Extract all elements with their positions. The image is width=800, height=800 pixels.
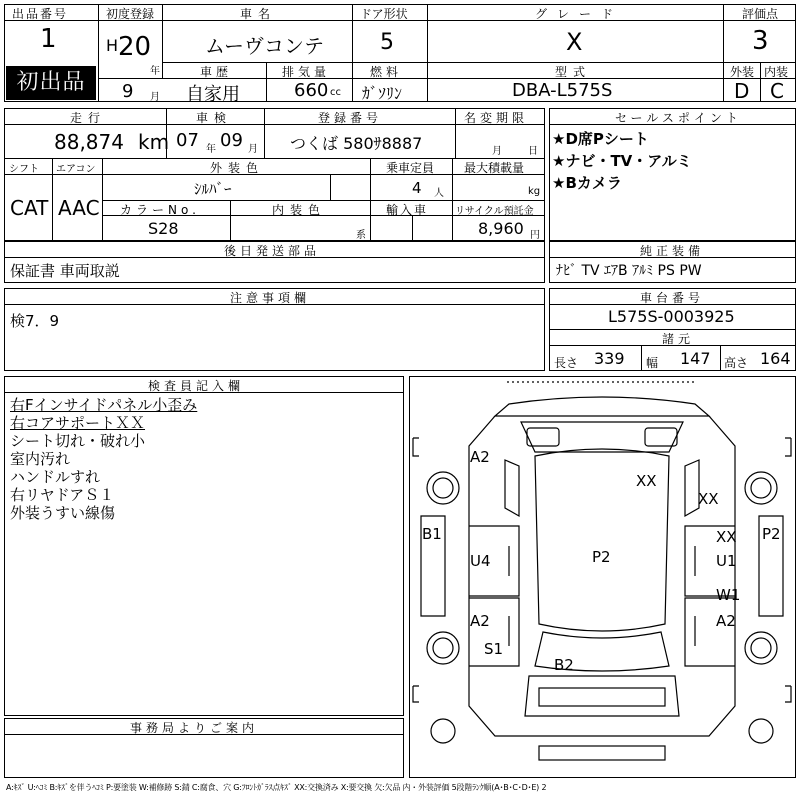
later-parts-value: 保証書 車両取説 [10,262,120,280]
grade-label: グレード [535,7,624,21]
code-xx-front-right: XX [698,490,719,508]
inspector-line-1: 右Fインサイドパネル小歪み [10,396,198,414]
inspector-line-2: 右コアサポートＸＸ [10,414,146,432]
lot-label: 出品番号 [12,7,69,21]
first-listing-badge: 初出品 [6,66,96,100]
code-b1: B1 [422,525,442,543]
month-unit: 月 [150,92,160,103]
era: H [106,36,119,55]
model: DBA-L575S [512,80,613,101]
import-label: 輸入車 [386,203,429,217]
car-name-label: 車名 [240,7,277,21]
width-label: 幅 [646,356,659,370]
inspection-year: 07 [176,130,199,151]
mileage: 88,874 [54,130,124,154]
int-grade: C [770,79,784,103]
recycle-unit: 円 [530,230,540,241]
genuine-value: ﾅﾋﾞ TV ｴｱB ｱﾙﾐ PS PW [556,263,702,279]
ext-color-label: 外装色 [210,161,265,175]
month: 9 [122,81,134,102]
later-parts-label: 後日発送部品 [224,244,321,258]
inspector-label: 検査員記入欄 [148,379,245,393]
color-no-label: カラーNo. [120,203,200,217]
sales-point-1: ★D席Pシート [552,130,649,148]
inspection-month: 09 [220,130,243,151]
inspector-line-7: 外装うすい線傷 [10,504,116,522]
notes-value: 検7．9 [10,312,60,330]
car-name: ムーヴコンテ [205,34,324,58]
score: 3 [752,26,769,56]
inspection-year-unit: 年 [206,144,216,155]
ac: AAC [58,196,100,220]
code-p2-roof: P2 [592,548,611,566]
reg-no-label: 登録番号 [318,111,383,125]
inspection-month-unit: 月 [248,144,258,155]
name-change-day: 日 [528,146,538,157]
ac-label: エアコン [56,164,96,175]
shift-label: シフト [9,164,39,175]
recycle: 8,960 [478,219,524,238]
inspection-label: 車検 [196,111,233,125]
code-a2-rear-right: A2 [716,612,736,630]
capacity-label: 乗車定員 [386,161,435,175]
mileage-unit: km [138,130,170,154]
code-s1: S1 [484,640,504,658]
car-diagram [409,376,796,778]
lot-value: 1 [40,24,57,54]
chassis-value: L575S-0003925 [608,307,735,326]
ext-label: 外装 [730,65,755,79]
grade: X [566,28,583,56]
fuel-label: 燃料 [370,65,403,79]
length-label: 長さ [554,356,579,370]
capacity: 4 [412,179,422,197]
specs-label: 諸元 [662,332,695,346]
load-label: 最大積載量 [464,161,525,175]
sales-point-2: ★ナビ・TV・アルミ [552,152,692,170]
score-label: 評価点 [742,7,779,21]
displacement-unit: cc [330,87,341,98]
code-a2-rear-left: A2 [470,612,490,630]
sales-points-label: セールスポイント [615,111,742,125]
ext-color: ｼﾙﾊﾞｰ [194,180,232,198]
code-xx-hood: XX [636,472,657,490]
notes-label: 注意事項欄 [230,291,311,305]
inspector-line-6: 右リヤドアＳ１ [10,486,115,504]
history: 自家用 [186,84,240,105]
code-xx-right-front-door: XX [716,528,737,546]
code-a2-front-left: A2 [470,448,490,466]
height: 164 [760,349,791,368]
code-b2: B2 [554,656,574,674]
doors-label: ドア形状 [360,7,408,21]
length: 339 [594,349,625,368]
code-w1: W1 [716,586,741,604]
legend: A:ｷｽﾞ U:ﾍｺﾐ B:ｷｽﾞを伴うﾍｺﾐ P:要塗装 W:補修跡 S:錆 C:腐食、穴 G:ﾌﾛﾝﾄｶﾞﾗｽ点ｷｽﾞ XX:交換済み X:要交換 欠:欠品 内・外装評価 5段階ﾗﾝｸ順(A･B･C･D･E) 2 [6,783,547,792]
inspector-line-3: シート切れ・破れ小 [10,432,146,450]
office-label: 事務局よりご案内 [130,721,259,735]
ext-grade: D [734,79,750,103]
color-no: S28 [148,219,179,238]
displacement: 660 [294,80,329,101]
code-p2-right: P2 [762,525,781,543]
fuel: ｶﾞｿﾘﾝ [362,84,403,103]
sales-point-3: ★Bカメラ [552,174,622,192]
year-unit: 年 [150,66,160,77]
doors: 5 [380,30,394,55]
capacity-unit: 人 [434,188,444,199]
width: 147 [680,349,711,368]
inspector-line-5: ハンドルすれ [10,468,101,486]
displacement-label: 排気量 [282,65,331,79]
recycle-label: リサイクル預託金 [455,206,534,217]
shift: CAT [10,196,49,220]
height-label: 高さ [724,356,749,370]
genuine-label: 純正装備 [640,244,705,258]
name-change-month: 月 [492,146,502,157]
model-label: 型式 [555,65,592,79]
int-color-unit: 系 [356,230,366,241]
code-u4: U4 [470,552,491,570]
inspector-line-4: 室内汚れ [10,450,71,468]
mileage-label: 走行 [70,111,107,125]
reg-year: 20 [118,32,152,62]
chassis-label: 車台番号 [640,291,705,305]
int-color-label: 内装色 [272,203,327,217]
code-u1: U1 [716,552,737,570]
reg-no: つくば 580ｻ8887 [290,134,423,153]
load-unit: kg [528,186,541,197]
name-change-label: 名変期限 [464,111,529,125]
int-label: 内装 [764,65,789,79]
first-reg-label: 初度登録 [106,7,155,21]
history-label: 車歴 [200,65,233,79]
